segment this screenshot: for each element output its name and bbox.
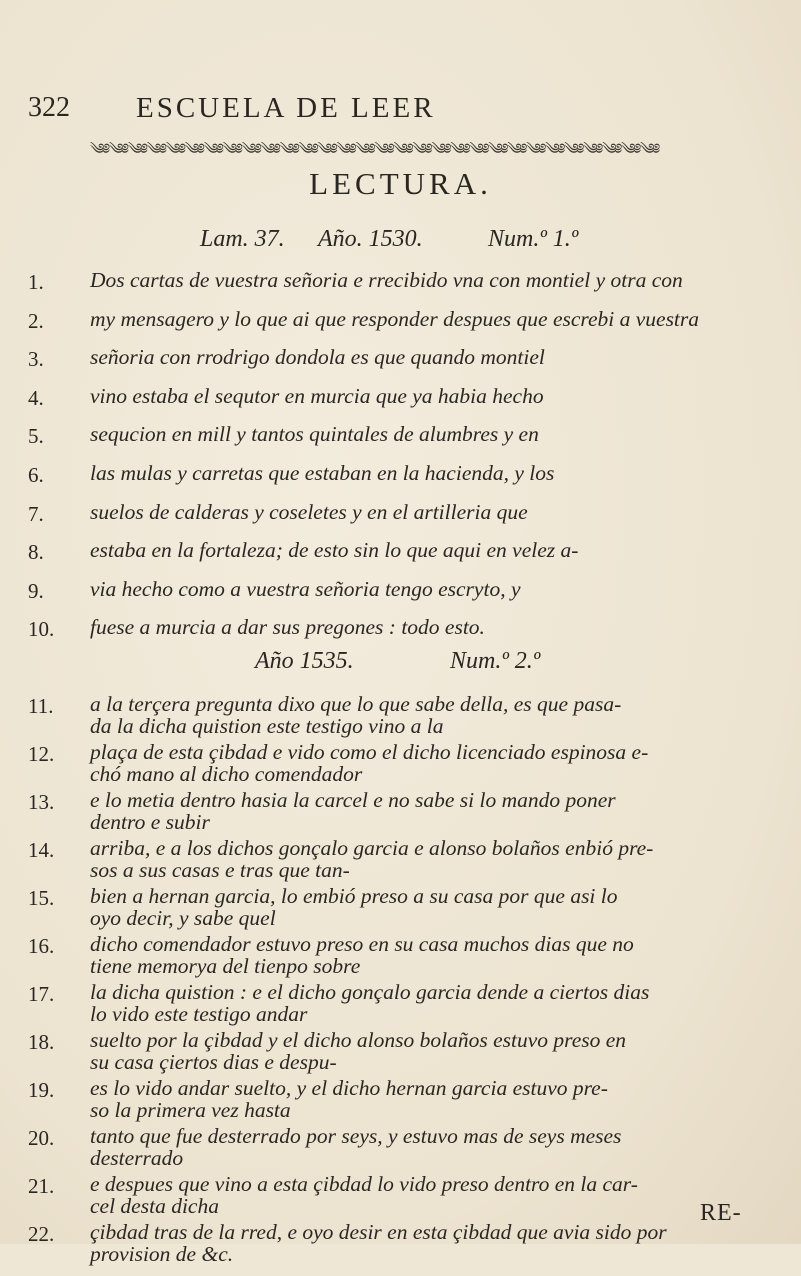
- line-text: cel desta dicha: [90, 1194, 219, 1218]
- text-line: [0, 615, 801, 649]
- page-header: [28, 92, 748, 132]
- line-text: lo vido este testigo andar: [90, 1002, 308, 1026]
- line-number: 19.: [28, 1078, 55, 1102]
- line-text: suelos de calderas y coseletes y en el artilleria que: [90, 499, 528, 524]
- line-number: 16.: [28, 934, 55, 958]
- line-number: 20.: [28, 1126, 55, 1150]
- line-number: 21.: [28, 1174, 55, 1198]
- line-text: dicho comendador estuvo preso en su casa muchos dias que no: [90, 932, 634, 956]
- line-number: 3.: [28, 347, 44, 372]
- line-text: provision de &c.: [90, 1242, 234, 1266]
- line-number: 22.: [28, 1222, 55, 1246]
- line-number: 18.: [28, 1030, 55, 1054]
- line-text: via hecho como a vuestra señoria tengo escryto, y: [90, 576, 521, 601]
- line-number: 17.: [28, 982, 55, 1006]
- text-line: [0, 422, 801, 456]
- plate-number: Lam. 37.: [200, 226, 285, 252]
- line-text: da la dicha quistion este testigo vino a la: [90, 714, 444, 738]
- line-number: 2.: [28, 308, 44, 333]
- line-text: a la terçera pregunta dixo que lo que sabe della, es que pasa-: [90, 692, 622, 716]
- line-text: es lo vido andar suelto, y el dicho hernan garcia estuvo pre-: [90, 1076, 608, 1100]
- line-text: çibdad tras de la rred, e oyo desir en esta çibdad que avia sido por: [90, 1220, 667, 1244]
- line-number: 9.: [28, 578, 44, 603]
- line-text: su casa çiertos dias e despu-: [90, 1050, 337, 1074]
- line-text: dentro e subir: [90, 810, 210, 834]
- line-number: 11.: [28, 694, 54, 718]
- line-number: 4.: [28, 385, 44, 410]
- line-text: so la primera vez hasta: [90, 1098, 291, 1122]
- text-line: [0, 500, 801, 534]
- line-text: la dicha quistion : e el dicho gonçalo garcia dende a ciertos dias: [90, 980, 650, 1004]
- part2-year: Año 1535.: [255, 648, 354, 674]
- catchword: RE-: [700, 1200, 742, 1226]
- page-number: 322: [28, 92, 70, 123]
- line-text: sos a sus casas e tras que tan-: [90, 858, 350, 882]
- line-text: tiene memorya del tienpo sobre: [90, 954, 361, 978]
- decorative-ornament-rule: ༄༅༄༅༄༅༄༅༄༅༄༅༄༅༄༅༄༅༄༅༄༅༄༅༄༅༄༅༄༅༄༅༄༅༄༅༄༅༄༅༄༅༄༅༄༅༄༅༄༅༄༅༄༅༄༅༄༅༄༅: [90, 142, 660, 158]
- line-number: 15.: [28, 886, 55, 910]
- text-line: [0, 268, 801, 302]
- line-number: 12.: [28, 742, 55, 766]
- line-text: e despues que vino a esta çibdad lo vido preso dentro en la car-: [90, 1172, 638, 1196]
- line-text: sequcion en mill y tantos quintales de alumbres y en: [90, 422, 539, 447]
- line-number: 8.: [28, 540, 44, 565]
- text-line: [0, 307, 801, 341]
- line-number: 1.: [28, 270, 44, 294]
- text-line: [0, 461, 801, 495]
- section-title: LECTURA.: [309, 166, 492, 201]
- line-number: 10.: [28, 617, 55, 642]
- line-text: suelto por la çibdad y el dicho alonso bolaños estuvo preso en: [90, 1028, 627, 1052]
- line-text: las mulas y carretas que estaban en la hacienda, y los: [90, 461, 555, 485]
- part1-year: Año. 1530.: [318, 226, 423, 252]
- running-head: ESCUELA DE LEER: [136, 92, 436, 124]
- part2-number: Num.º 2.º: [450, 648, 541, 674]
- line-text: Dos cartas de vuestra señoria e rrecibido vna con montiel y otra con: [90, 268, 683, 292]
- line-number: 7.: [28, 501, 44, 526]
- text-line: [0, 1242, 801, 1276]
- part1-number: Num.º 1.º: [488, 226, 579, 252]
- line-text: bien a hernan garcia, lo embió preso a su casa por que asi lo: [90, 884, 618, 908]
- text-line: [0, 577, 801, 611]
- line-text: señoria con rrodrigo dondola es que quando montiel: [90, 345, 545, 370]
- line-text: arriba, e a los dichos gonçalo garcia e alonso bolaños enbió pre-: [90, 836, 654, 860]
- line-number: 14.: [28, 838, 55, 862]
- line-text: e lo metia dentro hasia la carcel e no sabe si lo mando poner: [90, 788, 616, 812]
- line-text: plaça de esta çibdad e vido como el dicho licenciado espinosa e-: [90, 740, 649, 764]
- line-text: fuese a murcia a dar sus pregones : todo esto.: [90, 615, 485, 640]
- line-text: desterrado: [90, 1146, 184, 1170]
- line-text: tanto que fue desterrado por seys, y estuvo mas de seys meses: [90, 1124, 622, 1148]
- line-number: 5.: [28, 424, 44, 449]
- text-line: [0, 384, 801, 418]
- text-line: [0, 538, 801, 572]
- line-text: chó mano al dicho comendador: [90, 762, 363, 786]
- line-text: estaba en la fortaleza; de esto sin lo que aqui en velez a-: [90, 538, 579, 563]
- text-line: [0, 345, 801, 379]
- line-text: vino estaba el sequtor en murcia que ya habia hecho: [90, 383, 544, 408]
- line-text: oyo decir, y sabe quel: [90, 906, 276, 930]
- line-number: 6.: [28, 463, 44, 487]
- line-number: 13.: [28, 790, 55, 814]
- line-text: my mensagero y lo que ai que responder despues que escrebi a vuestra: [90, 306, 700, 331]
